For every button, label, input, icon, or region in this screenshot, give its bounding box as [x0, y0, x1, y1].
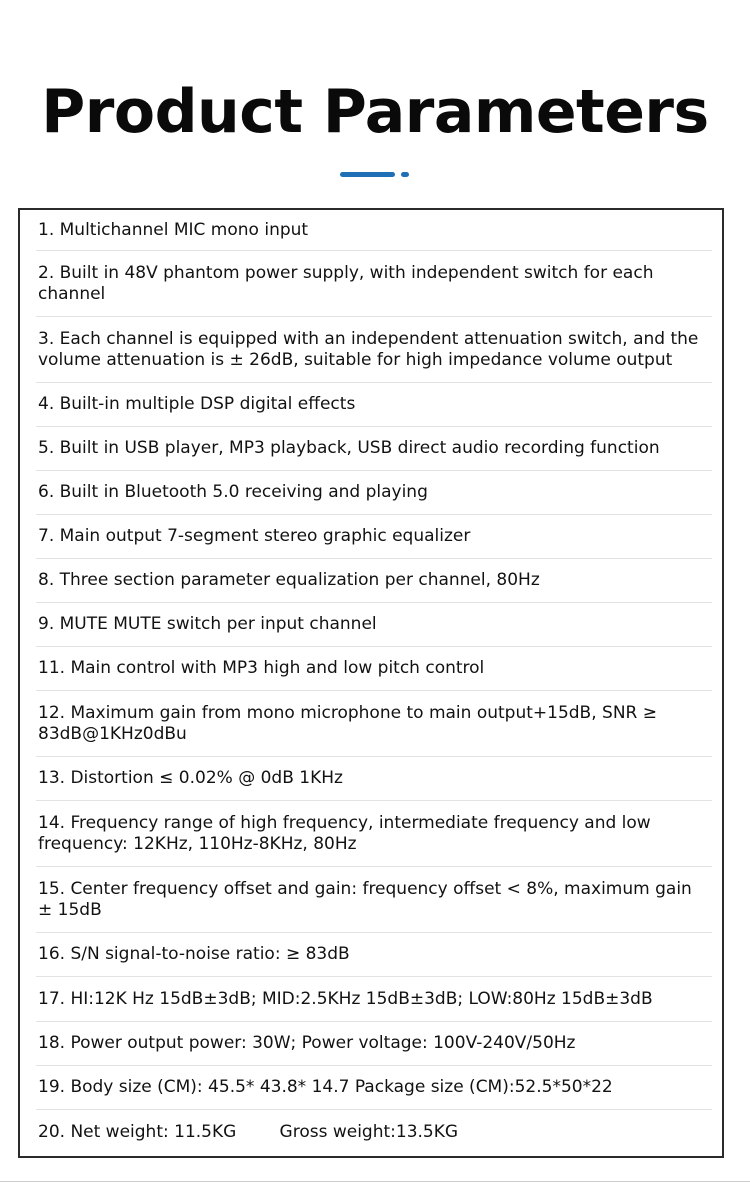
- title-accent-bar: [340, 172, 395, 177]
- parameter-item: 6. Built in Bluetooth 5.0 receiving and playing: [36, 471, 712, 515]
- parameter-item: 9. MUTE MUTE switch per input channel: [36, 603, 712, 647]
- parameter-item: 17. HI:12K Hz 15dB±3dB; MID:2.5KHz 15dB±3dB; LOW:80Hz 15dB±3dB: [36, 977, 712, 1022]
- parameter-item: 18. Power output power: 30W; Power voltage: 100V-240V/50Hz: [36, 1022, 712, 1066]
- parameter-item: 12. Maximum gain from mono microphone to main output+15dB, SNR ≥ 83dB@1KHz0dBu: [36, 691, 712, 757]
- parameter-item: 16. S/N signal-to-noise ratio: ≥ 83dB: [36, 933, 712, 977]
- parameter-item: 13. Distortion ≤ 0.02% @ 0dB 1KHz: [36, 757, 712, 801]
- parameters-panel: [18, 208, 724, 1158]
- parameter-item: 2. Built in 48V phantom power supply, with independent switch for each channel: [36, 251, 712, 317]
- parameter-item: 4. Built-in multiple DSP digital effects: [36, 383, 712, 427]
- parameter-item: 7. Main output 7-segment stereo graphic equalizer: [36, 515, 712, 559]
- parameter-item: 8. Three section parameter equalization per channel, 80Hz: [36, 559, 712, 603]
- parameters-list: [20, 210, 722, 1154]
- parameter-item: 3. Each channel is equipped with an independent attenuation switch, and the volume attenuation is ± 26dB, suitable for high impedance volume output: [36, 317, 712, 383]
- parameter-item: 15. Center frequency offset and gain: frequency offset < 8%, maximum gain ± 15dB: [36, 867, 712, 933]
- parameter-item: 19. Body size (CM): 45.5* 43.8* 14.7 Package size (CM):52.5*50*22: [36, 1066, 712, 1110]
- parameter-item: 20. Net weight: 11.5KG Gross weight:13.5KG: [38, 1121, 459, 1142]
- parameter-item: 11. Main control with MP3 high and low pitch control: [36, 647, 712, 691]
- title-accent-dot: [401, 172, 409, 177]
- parameter-item: 1. Multichannel MIC mono input: [36, 210, 712, 251]
- parameter-item: 5. Built in USB player, MP3 playback, USB direct audio recording function: [36, 427, 712, 471]
- page-title: Product Parameters: [41, 77, 709, 147]
- parameter-item: 14. Frequency range of high frequency, intermediate frequency and low frequency: 12KHz, 110Hz-8KHz, 80Hz: [36, 801, 712, 867]
